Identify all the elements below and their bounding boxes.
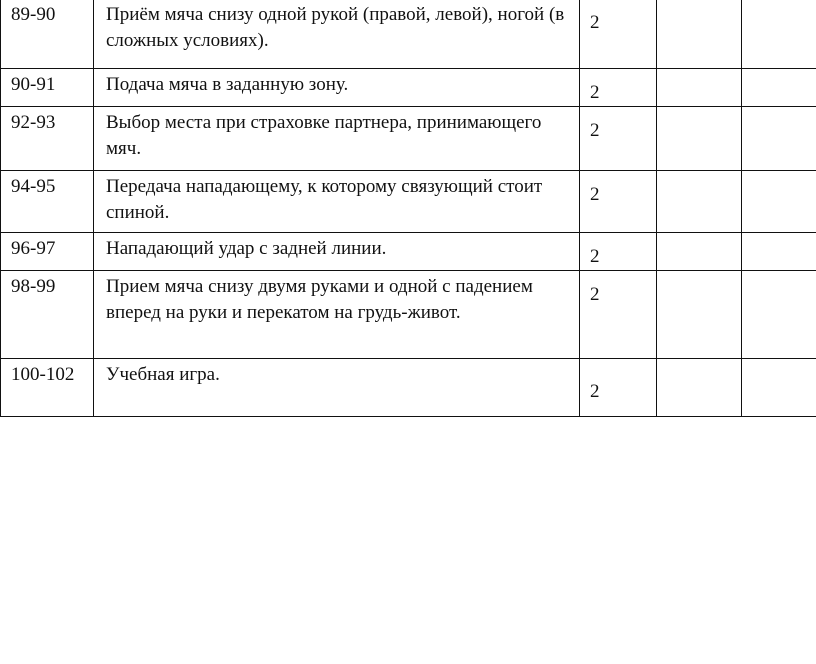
lesson-topic: Подача мяча в заданную зону. bbox=[94, 69, 580, 107]
empty-cell bbox=[742, 171, 816, 233]
empty-cell bbox=[657, 359, 742, 417]
lesson-topic: Прием мяча снизу двумя руками и одной с падением вперед на руки и перекатом на грудь-живот. bbox=[94, 271, 580, 359]
lesson-number: 100-102 bbox=[1, 359, 94, 417]
empty-cell bbox=[657, 233, 742, 271]
empty-cell bbox=[742, 0, 816, 69]
lesson-hours: 2 bbox=[580, 69, 657, 107]
lesson-number: 98-99 bbox=[1, 271, 94, 359]
lesson-number: 92-93 bbox=[1, 107, 94, 171]
table-row bbox=[1, 171, 816, 233]
lesson-number: 90-91 bbox=[1, 69, 94, 107]
lesson-hours: 2 bbox=[580, 271, 657, 359]
table-row bbox=[1, 69, 816, 107]
empty-cell bbox=[742, 107, 816, 171]
lesson-topic: Выбор места при страховке партнера, принимающего мяч. bbox=[94, 107, 580, 171]
empty-cell bbox=[657, 271, 742, 359]
lesson-topic: Нападающий удар с задней линии. bbox=[94, 233, 580, 271]
lesson-topic: Передача нападающему, к которому связующий стоит спиной. bbox=[94, 171, 580, 233]
table-row bbox=[1, 271, 816, 359]
lesson-topic: Приём мяча снизу одной рукой (правой, левой), ногой (в сложных условиях). bbox=[94, 0, 580, 69]
lesson-topic: Учебная игра. bbox=[94, 359, 580, 417]
empty-cell bbox=[742, 233, 816, 271]
lesson-hours: 2 bbox=[580, 171, 657, 233]
empty-cell bbox=[742, 359, 816, 417]
lesson-number: 96-97 bbox=[1, 233, 94, 271]
empty-cell bbox=[742, 69, 816, 107]
table-row bbox=[1, 233, 816, 271]
empty-cell bbox=[657, 107, 742, 171]
table-row bbox=[1, 0, 816, 69]
lesson-hours: 2 bbox=[580, 0, 657, 69]
table-row bbox=[1, 359, 816, 417]
table-row bbox=[1, 107, 816, 171]
lesson-hours: 2 bbox=[580, 359, 657, 417]
lesson-number: 89-90 bbox=[1, 0, 94, 69]
empty-cell bbox=[742, 271, 816, 359]
lesson-hours: 2 bbox=[580, 233, 657, 271]
lesson-number: 94-95 bbox=[1, 171, 94, 233]
empty-cell bbox=[657, 0, 742, 69]
empty-cell bbox=[657, 171, 742, 233]
lesson-hours: 2 bbox=[580, 107, 657, 171]
empty-cell bbox=[657, 69, 742, 107]
